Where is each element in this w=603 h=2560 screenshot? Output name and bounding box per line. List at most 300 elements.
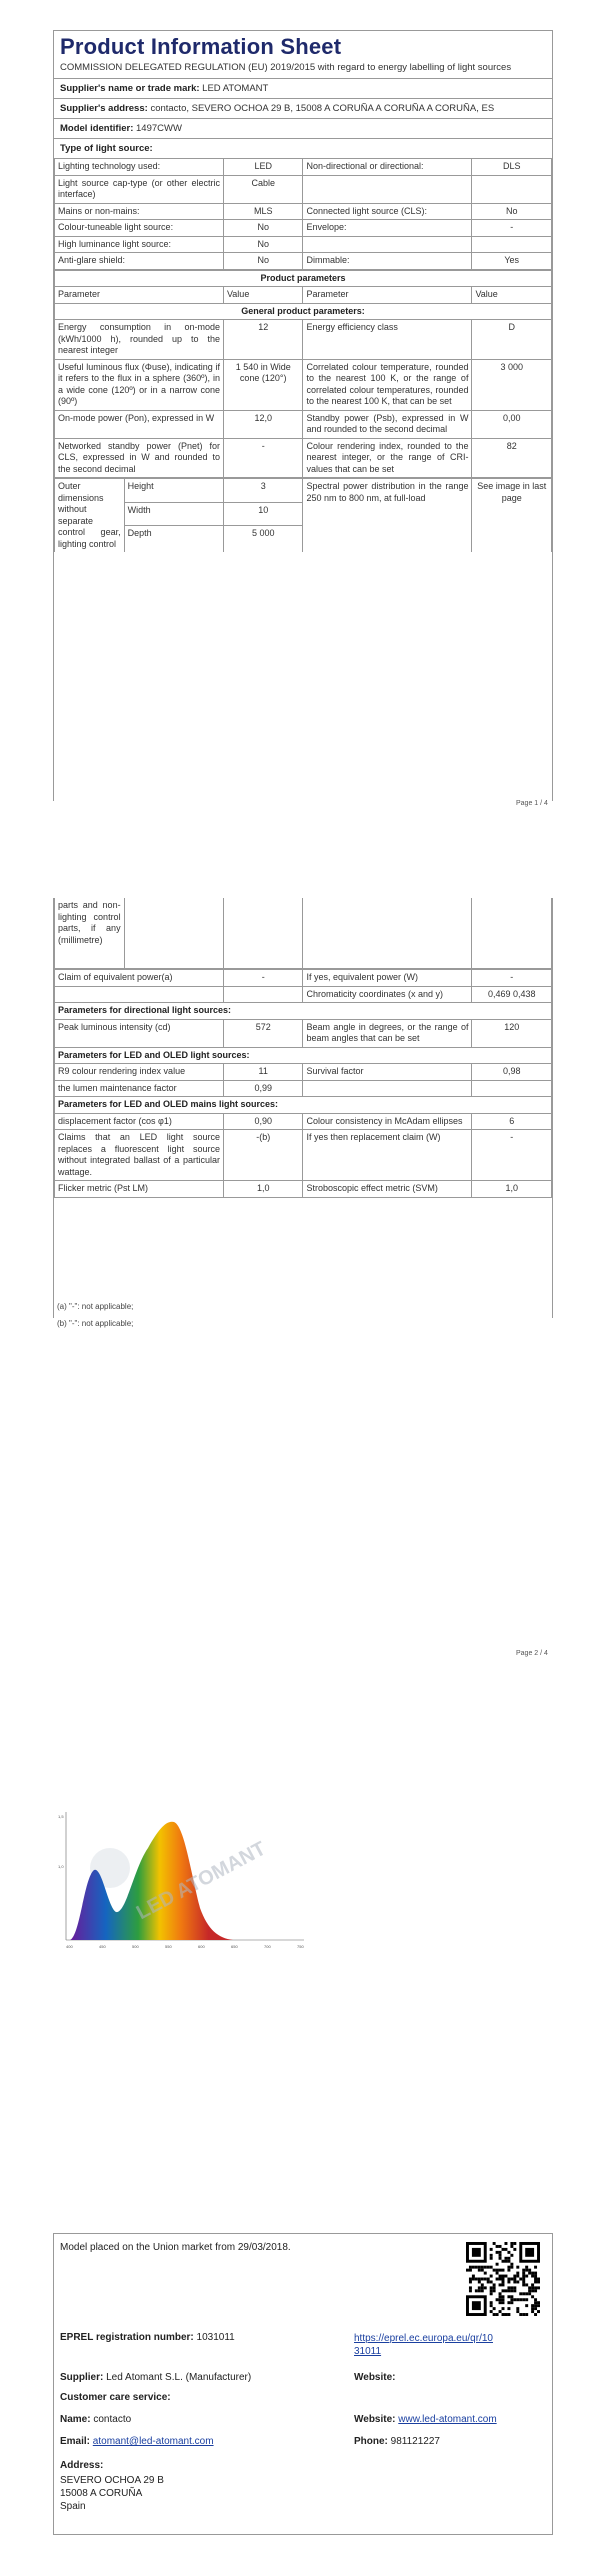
type-value-right: - bbox=[472, 220, 552, 237]
equivalent-value-left bbox=[223, 986, 303, 1003]
eprel-footer bbox=[53, 2233, 553, 2535]
qr-module bbox=[534, 2298, 537, 2301]
qr-module bbox=[484, 2278, 487, 2281]
qr-module bbox=[502, 2313, 505, 2316]
type-row bbox=[55, 203, 552, 220]
x-ticks bbox=[66, 1944, 304, 1949]
qr-module bbox=[481, 2289, 484, 2292]
qr-module bbox=[478, 2280, 481, 2283]
qr-module bbox=[522, 2272, 525, 2275]
qr-module bbox=[502, 2248, 505, 2251]
eprel-url-line-1[interactable]: https://eprel.ec.europa.eu/qr/10 bbox=[354, 2333, 493, 2344]
mains-row bbox=[55, 1113, 552, 1130]
led-param-right bbox=[303, 1080, 472, 1097]
qr-module bbox=[528, 2292, 531, 2295]
qr-module bbox=[499, 2298, 502, 2301]
qr-module bbox=[531, 2310, 534, 2313]
dim-empty-3 bbox=[303, 898, 472, 969]
qr-module bbox=[504, 2275, 507, 2278]
width-value: 10 bbox=[223, 502, 303, 526]
spd-label: Spectral power distribution in the range 250 nm to 800 nm, at full-load bbox=[303, 479, 472, 553]
qr-module bbox=[490, 2310, 493, 2313]
qr-module bbox=[502, 2289, 505, 2292]
footnote-b: (b) "-": not applicable; bbox=[57, 1319, 134, 1328]
qr-module bbox=[528, 2286, 531, 2289]
type-value-left: Cable bbox=[223, 175, 303, 203]
email-label: Email: bbox=[60, 2436, 91, 2447]
eprel-value: 1031011 bbox=[196, 2332, 235, 2343]
qr-module bbox=[534, 2278, 537, 2281]
dimensions-label-part-2: parts and non-lighting control parts, if any (millimetre) bbox=[55, 898, 125, 969]
spectrum-image bbox=[58, 1808, 308, 1960]
x-tick-label: 700 bbox=[264, 1944, 271, 1949]
qr-module bbox=[490, 2275, 493, 2278]
qr-module bbox=[478, 2289, 481, 2292]
general-row bbox=[55, 410, 552, 438]
qr-module bbox=[478, 2269, 481, 2272]
directional-value-left: 572 bbox=[223, 1019, 303, 1047]
equivalent-param-right: If yes, equivalent power (W) bbox=[303, 970, 472, 987]
qr-module bbox=[481, 2269, 484, 2272]
qr-module bbox=[499, 2310, 502, 2313]
equivalent-param-left: Claim of equivalent power(a) bbox=[55, 970, 224, 987]
qr-module bbox=[478, 2286, 481, 2289]
x-tick-label: 400 bbox=[66, 1944, 73, 1949]
qr-module bbox=[499, 2295, 502, 2298]
qr-module bbox=[507, 2251, 510, 2254]
qr-module bbox=[496, 2313, 499, 2316]
qr-module bbox=[504, 2289, 507, 2292]
dim-empty-2 bbox=[223, 898, 303, 969]
qr-module bbox=[472, 2248, 481, 2257]
led-value-right: 0,98 bbox=[472, 1064, 552, 1081]
qr-module bbox=[469, 2278, 472, 2281]
qr-module bbox=[502, 2307, 505, 2310]
qr-module bbox=[507, 2260, 510, 2263]
directional-heading: Parameters for directional light sources: bbox=[55, 1003, 552, 1020]
phone-row bbox=[354, 2436, 440, 2447]
qr-module bbox=[504, 2248, 507, 2251]
type-row bbox=[55, 253, 552, 270]
equivalent-value-left: - bbox=[223, 970, 303, 987]
qr-module bbox=[516, 2280, 519, 2283]
x-tick-label: 750 bbox=[297, 1944, 304, 1949]
qr-module bbox=[499, 2275, 502, 2278]
general-value-right: 82 bbox=[472, 438, 552, 478]
led-row bbox=[55, 1064, 552, 1081]
type-param-right: Non-directional or directional: bbox=[303, 159, 472, 176]
qr-module bbox=[490, 2304, 493, 2307]
type-row bbox=[55, 175, 552, 203]
qr-module bbox=[490, 2301, 493, 2304]
website-label: Website: bbox=[354, 2372, 396, 2383]
customer-service-label: Customer care service: bbox=[60, 2392, 171, 2403]
qr-module bbox=[525, 2248, 534, 2257]
spectrum-svg bbox=[58, 1808, 308, 1960]
qr-module bbox=[516, 2298, 519, 2301]
qr-module bbox=[490, 2280, 493, 2283]
general-value-left: 1 540 in Wide cone (120°) bbox=[223, 359, 303, 410]
qr-module bbox=[522, 2292, 525, 2295]
mains-param-right: Colour consistency in McAdam ellipses bbox=[303, 1113, 472, 1130]
type-label: Type of light source: bbox=[60, 143, 153, 154]
general-param-right: Standby power (Psb), expressed in W and rounded to the second decimal bbox=[303, 410, 472, 438]
mains-param-left: displacement factor (cos φ1) bbox=[55, 1113, 224, 1130]
qr-module bbox=[513, 2280, 516, 2283]
qr-module bbox=[502, 2269, 505, 2272]
qr-module bbox=[481, 2266, 484, 2269]
equivalent-value-right: 0,469 0,438 bbox=[472, 986, 552, 1003]
qr-module bbox=[519, 2278, 522, 2281]
y-tick-1: 1,5 bbox=[58, 1814, 64, 1819]
qr-module bbox=[522, 2269, 525, 2272]
eprel-url-line-2[interactable]: 31011 bbox=[354, 2346, 382, 2357]
qr-module bbox=[496, 2272, 499, 2275]
page-title: Product Information Sheet bbox=[60, 34, 342, 59]
qr-module bbox=[490, 2286, 493, 2289]
qr-module bbox=[484, 2272, 487, 2275]
qr-module bbox=[537, 2304, 540, 2307]
directional-row bbox=[55, 1019, 552, 1047]
supplier-name-row bbox=[54, 79, 552, 99]
type-param-right bbox=[303, 236, 472, 253]
qr-module bbox=[481, 2283, 484, 2286]
qr-module bbox=[513, 2298, 516, 2301]
qr-module bbox=[481, 2286, 484, 2289]
qr-module bbox=[466, 2269, 469, 2272]
qr-module bbox=[499, 2301, 502, 2304]
qr-module bbox=[472, 2301, 481, 2310]
qr-module bbox=[499, 2292, 502, 2295]
qr-module bbox=[502, 2260, 505, 2263]
equivalent-value-right: - bbox=[472, 970, 552, 987]
qr-module bbox=[502, 2278, 505, 2281]
qr-module bbox=[534, 2280, 537, 2283]
qr-module bbox=[499, 2283, 502, 2286]
dimensions-label-part-1: Outer dimensions without separate control gear, lighting control bbox=[55, 479, 125, 553]
type-param-left: Colour-tuneable light source: bbox=[55, 220, 224, 237]
qr-module bbox=[499, 2251, 502, 2254]
x-tick-label: 550 bbox=[165, 1944, 172, 1949]
qr-module bbox=[525, 2292, 528, 2295]
qr-module bbox=[516, 2272, 519, 2275]
qr-module bbox=[493, 2286, 496, 2289]
general-value-right: 3 000 bbox=[472, 359, 552, 410]
type-value-right: Yes bbox=[472, 253, 552, 270]
name-value: contacto bbox=[93, 2414, 132, 2425]
qr-module bbox=[522, 2313, 525, 2316]
type-value-left: LED bbox=[223, 159, 303, 176]
qr-module bbox=[493, 2269, 496, 2272]
general-param-left: Networked standby power (Pnet) for CLS, expressed in W and rounded to the second decimal bbox=[55, 438, 224, 478]
x-tick-label: 500 bbox=[132, 1944, 139, 1949]
qr-module bbox=[534, 2307, 537, 2310]
x-tick-label: 600 bbox=[198, 1944, 205, 1949]
qr-module bbox=[537, 2280, 540, 2283]
qr-module bbox=[496, 2245, 499, 2248]
qr-module bbox=[490, 2248, 493, 2251]
equivalent-param-right: Chromaticity coordinates (x and y) bbox=[303, 986, 472, 1003]
mains-row bbox=[55, 1181, 552, 1198]
equivalent-row bbox=[55, 986, 552, 1003]
supplier-address-label: Supplier's address: bbox=[60, 103, 148, 114]
qr-module bbox=[534, 2286, 537, 2289]
qr-module bbox=[537, 2301, 540, 2304]
qr-module bbox=[522, 2283, 525, 2286]
website-link[interactable]: www.led-atomant.com bbox=[398, 2414, 497, 2425]
qr-module bbox=[504, 2260, 507, 2263]
qr-module bbox=[475, 2289, 478, 2292]
supplier-address-value: contacto, SEVERO OCHOA 29 B, 15008 A CORUÑA A CORUÑA A CORUÑA, ES bbox=[150, 103, 495, 114]
qr-module bbox=[487, 2266, 490, 2269]
qr-module bbox=[493, 2283, 496, 2286]
qr-module bbox=[510, 2295, 513, 2298]
type-param-right: Dimmable: bbox=[303, 253, 472, 270]
equivalent-param-left bbox=[55, 986, 224, 1003]
qr-module bbox=[537, 2278, 540, 2281]
params-table-p2 bbox=[54, 969, 552, 1198]
qr-module bbox=[531, 2286, 534, 2289]
general-row bbox=[55, 359, 552, 410]
qr-module bbox=[507, 2257, 510, 2260]
qr-module bbox=[510, 2286, 513, 2289]
supplier-name-value: LED ATOMANT bbox=[202, 83, 269, 94]
general-value-left: 12 bbox=[223, 320, 303, 360]
qr-module bbox=[478, 2266, 481, 2269]
qr-module bbox=[531, 2272, 534, 2275]
param-header-2: Parameter bbox=[303, 287, 472, 304]
qr-module bbox=[513, 2286, 516, 2289]
mains-value-right: - bbox=[472, 1130, 552, 1181]
mains-heading: Parameters for LED and OLED mains light sources: bbox=[55, 1097, 552, 1114]
type-param-right: Envelope: bbox=[303, 220, 472, 237]
qr-module bbox=[507, 2313, 510, 2316]
value-header-1: Value bbox=[223, 287, 303, 304]
qr-module bbox=[490, 2257, 493, 2260]
product-params-heading: Product parameters bbox=[55, 270, 552, 287]
mains-param-left: Claims that an LED light source replaces a fluorescent light source without integrated ballast of a particular wattage. bbox=[55, 1130, 224, 1181]
dimensions-table-bottom bbox=[54, 898, 552, 969]
type-row bbox=[55, 220, 552, 237]
qr-module bbox=[525, 2269, 528, 2272]
qr-module bbox=[496, 2298, 499, 2301]
x-tick-label: 650 bbox=[231, 1944, 238, 1949]
qr-module bbox=[475, 2266, 478, 2269]
qr-module bbox=[490, 2289, 493, 2292]
general-value-right: D bbox=[472, 320, 552, 360]
led-heading: Parameters for LED and OLED light sources: bbox=[55, 1047, 552, 1064]
qr-module bbox=[519, 2292, 522, 2295]
qr-module bbox=[525, 2304, 528, 2307]
eprel-link[interactable] bbox=[354, 2332, 493, 2358]
qr-module bbox=[510, 2245, 513, 2248]
params-table bbox=[54, 270, 552, 479]
mains-param-left: Flicker metric (Pst LM) bbox=[55, 1181, 224, 1198]
qr-module bbox=[475, 2278, 478, 2281]
qr-module bbox=[493, 2307, 496, 2310]
qr-module bbox=[490, 2254, 493, 2257]
dimensions-table-top bbox=[54, 478, 552, 552]
type-value-right: No bbox=[472, 203, 552, 220]
qr-code-icon[interactable] bbox=[466, 2242, 540, 2316]
qr-module bbox=[534, 2301, 537, 2304]
led-value-left: 11 bbox=[223, 1064, 303, 1081]
led-param-left: R9 colour rendering index value bbox=[55, 1064, 224, 1081]
general-row bbox=[55, 320, 552, 360]
value-header-2: Value bbox=[472, 287, 552, 304]
type-value-left: No bbox=[223, 236, 303, 253]
qr-module bbox=[478, 2278, 481, 2281]
type-table bbox=[54, 158, 552, 270]
supplier-name-label: Supplier's name or trade mark: bbox=[60, 83, 200, 94]
qr-module bbox=[496, 2263, 499, 2266]
qr-module bbox=[507, 2307, 510, 2310]
led-value-left: 0,99 bbox=[223, 1080, 303, 1097]
qr-module bbox=[469, 2269, 472, 2272]
qr-module bbox=[469, 2286, 472, 2289]
type-param-left: Lighting technology used: bbox=[55, 159, 224, 176]
qr-module bbox=[502, 2295, 505, 2298]
qr-module bbox=[516, 2275, 519, 2278]
type-value-left: MLS bbox=[223, 203, 303, 220]
mains-value-left: 0,90 bbox=[223, 1113, 303, 1130]
qr-module bbox=[496, 2251, 499, 2254]
type-value-left: No bbox=[223, 220, 303, 237]
qr-module bbox=[513, 2242, 516, 2245]
qr-module bbox=[534, 2313, 537, 2316]
mains-value-left: 1,0 bbox=[223, 1181, 303, 1198]
page-number-1: Page 1 / 4 bbox=[516, 800, 548, 807]
general-params-heading: General product parameters: bbox=[55, 303, 552, 320]
market-text: Model placed on the Union market from 29/03/2018. bbox=[60, 2242, 291, 2253]
general-param-right: Colour rendering index, rounded to the nearest integer, or the range of CRI-values that can be set bbox=[303, 438, 472, 478]
phone-label: Phone: bbox=[354, 2436, 388, 2447]
qr-module bbox=[516, 2266, 519, 2269]
dim-empty-4 bbox=[472, 898, 552, 969]
qr-module bbox=[525, 2266, 528, 2269]
qr-module bbox=[472, 2275, 475, 2278]
supplier-label: Supplier: bbox=[60, 2372, 104, 2383]
qr-module bbox=[484, 2266, 487, 2269]
type-value-right bbox=[472, 236, 552, 253]
qr-module bbox=[502, 2283, 505, 2286]
qr-module bbox=[504, 2257, 507, 2260]
qr-module bbox=[490, 2266, 493, 2269]
type-value-right: DLS bbox=[472, 159, 552, 176]
qr-module bbox=[469, 2266, 472, 2269]
name-label: Name: bbox=[60, 2414, 91, 2425]
qr-module bbox=[487, 2280, 490, 2283]
directional-param-right: Beam angle in degrees, or the range of beam angles that can be set bbox=[303, 1019, 472, 1047]
qr-module bbox=[531, 2295, 534, 2298]
type-param-left: Mains or non-mains: bbox=[55, 203, 224, 220]
qr-module bbox=[519, 2298, 522, 2301]
supplier-address-row bbox=[54, 99, 552, 119]
qr-module bbox=[499, 2254, 502, 2257]
qr-module bbox=[507, 2266, 510, 2269]
led-param-left: the lumen maintenance factor bbox=[55, 1080, 224, 1097]
general-param-left: On-mode power (Pon), expressed in W bbox=[55, 410, 224, 438]
qr-module bbox=[499, 2269, 502, 2272]
qr-module bbox=[469, 2280, 472, 2283]
qr-module bbox=[502, 2275, 505, 2278]
equivalent-row bbox=[55, 970, 552, 987]
qr-module bbox=[525, 2298, 528, 2301]
type-param-right: Connected light source (CLS): bbox=[303, 203, 472, 220]
qr-module bbox=[502, 2298, 505, 2301]
qr-module bbox=[522, 2280, 525, 2283]
qr-module bbox=[510, 2263, 513, 2266]
type-param-left: Anti-glare shield: bbox=[55, 253, 224, 270]
height-label: Height bbox=[124, 479, 223, 503]
qr-module bbox=[507, 2289, 510, 2292]
qr-module bbox=[531, 2307, 534, 2310]
general-param-right: Energy efficiency class bbox=[303, 320, 472, 360]
qr-module bbox=[528, 2289, 531, 2292]
general-param-right: Correlated colour temperature, rounded to the nearest 100 K, or the range of correlated colour temperatures, rounded to the nearest 100 K, that can be set bbox=[303, 359, 472, 410]
qr-module bbox=[516, 2310, 519, 2313]
qr-module bbox=[531, 2289, 534, 2292]
qr-module bbox=[507, 2295, 510, 2298]
qr-module bbox=[487, 2278, 490, 2281]
type-row bbox=[55, 159, 552, 176]
qr-module bbox=[510, 2266, 513, 2269]
qr-module bbox=[499, 2257, 502, 2260]
qr-module bbox=[496, 2269, 499, 2272]
email-link[interactable]: atomant@led-atomant.com bbox=[92, 2436, 214, 2447]
qr-module bbox=[519, 2313, 522, 2316]
qr-module bbox=[504, 2242, 507, 2245]
qr-module bbox=[522, 2278, 525, 2281]
qr-module bbox=[502, 2280, 505, 2283]
qr-module bbox=[472, 2278, 475, 2281]
qr-module bbox=[484, 2286, 487, 2289]
type-row bbox=[55, 236, 552, 253]
qr-module bbox=[499, 2245, 502, 2248]
height-value: 3 bbox=[223, 479, 303, 503]
eprel-label: EPREL registration number: bbox=[60, 2332, 194, 2343]
qr-module bbox=[534, 2275, 537, 2278]
address-line-2: 15008 A CORUÑA bbox=[60, 2488, 143, 2499]
qr-module bbox=[534, 2272, 537, 2275]
y-tick-2: 1,0 bbox=[58, 1864, 64, 1869]
supplier-value: Led Atomant S.L. (Manufacturer) bbox=[106, 2372, 252, 2383]
address-label: Address: bbox=[60, 2460, 104, 2471]
qr-module bbox=[525, 2275, 528, 2278]
type-param-left: Light source cap-type (or other electric interface) bbox=[55, 175, 224, 203]
directional-value-right: 120 bbox=[472, 1019, 552, 1047]
page-1 bbox=[53, 30, 553, 801]
email-row bbox=[60, 2436, 214, 2447]
model-identifier-label: Model identifier: bbox=[60, 123, 134, 134]
qr-module bbox=[531, 2275, 534, 2278]
qr-module bbox=[513, 2278, 516, 2281]
qr-module bbox=[513, 2275, 516, 2278]
name-row bbox=[60, 2414, 131, 2425]
depth-value: 5 000 bbox=[223, 526, 303, 553]
qr-module bbox=[510, 2242, 513, 2245]
mains-value-right: 1,0 bbox=[472, 1181, 552, 1198]
qr-module bbox=[525, 2313, 528, 2316]
footnote-a: (a) "-": not applicable; bbox=[57, 1302, 134, 1311]
qr-module bbox=[493, 2242, 496, 2245]
eprel-row bbox=[60, 2332, 235, 2343]
qr-module bbox=[510, 2298, 513, 2301]
qr-module bbox=[534, 2266, 537, 2269]
qr-module bbox=[525, 2283, 528, 2286]
supplier-row bbox=[60, 2372, 251, 2383]
qr-module bbox=[507, 2280, 510, 2283]
